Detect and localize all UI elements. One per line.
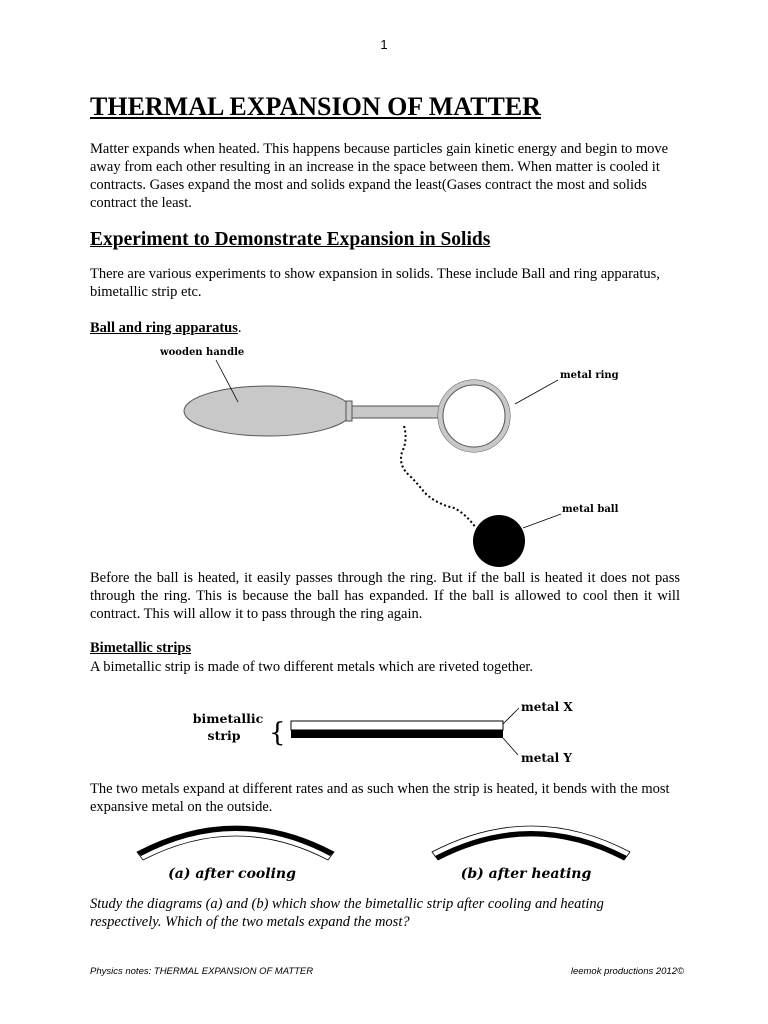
ball-pointer bbox=[523, 514, 561, 528]
label-metal-ring: metal ring bbox=[560, 370, 619, 381]
label-metal-x: metal X bbox=[521, 700, 573, 714]
metal-rod bbox=[352, 406, 440, 418]
footer-left: Physics notes: THERMAL EXPANSION OF MATTER bbox=[90, 966, 314, 977]
section-heading: Experiment to Demonstrate Expansion in Solids bbox=[90, 229, 491, 250]
metal-x-pointer bbox=[503, 708, 519, 724]
metal-y-pointer bbox=[503, 738, 518, 755]
label-strip-line2: strip bbox=[207, 728, 241, 743]
wooden-handle bbox=[184, 386, 352, 436]
bimetallic-heading: Bimetallic strips bbox=[90, 640, 192, 656]
metal-ring bbox=[438, 380, 510, 452]
label-metal-ball: metal ball bbox=[562, 504, 619, 515]
label-after-cooling: (a) after cooling bbox=[168, 866, 296, 882]
strip-brace: { bbox=[269, 718, 286, 748]
bimetallic-paragraph-2: The two metals expand at different rates and as such when the strip is heated, it bends with the most expansive metal on the outside. bbox=[90, 781, 670, 815]
ball-ring-heading: Ball and ring apparatus bbox=[90, 320, 238, 336]
label-metal-y: metal Y bbox=[521, 751, 572, 765]
bimetallic-strip bbox=[291, 721, 503, 738]
label-strip-line1: bimetallic bbox=[192, 711, 264, 726]
ring-pointer bbox=[515, 380, 558, 404]
section-intro-paragraph: There are various experiments to show expansion in solids. These include Ball and ring apparatus, bimetallic strip etc. bbox=[90, 266, 660, 300]
intro-paragraph: Matter expands when heated. This happens because particles gain kinetic energy and begin to move away from each other resulting in an increase in the space between them. When matter is cooled it contracts. Gases expand the most and solids expand the least(Gases contract the most and solids contract the least. bbox=[90, 141, 669, 211]
strip-after-heating bbox=[432, 826, 630, 860]
ball-ring-heading-suffix: . bbox=[237, 320, 242, 336]
study-question: Study the diagrams (a) and (b) which show the bimetallic strip after cooling and heating respectively. Which of the two metals expand the most? bbox=[90, 896, 604, 930]
footer-right: leemok productions 2012© bbox=[570, 966, 684, 977]
ball-ring-paragraph: Before the ball is heated, it easily passes through the ring. But if the ball is heated it does not pass through the ring. This is because the ball has expanded. If the ball is allowed to cool then it will contract. This will allow it to pass through the ring again. bbox=[90, 570, 680, 622]
page-title: THERMAL EXPANSION OF MATTER bbox=[90, 92, 541, 121]
bimetallic-paragraph: A bimetallic strip is made of two different metals which are riveted together. bbox=[90, 659, 534, 675]
label-after-heating: (b) after heating bbox=[460, 866, 592, 882]
metal-ball bbox=[473, 515, 525, 567]
label-wooden-handle: wooden handle bbox=[160, 347, 245, 358]
page-number: 1 bbox=[380, 37, 388, 52]
strip-after-cooling bbox=[137, 826, 334, 860]
